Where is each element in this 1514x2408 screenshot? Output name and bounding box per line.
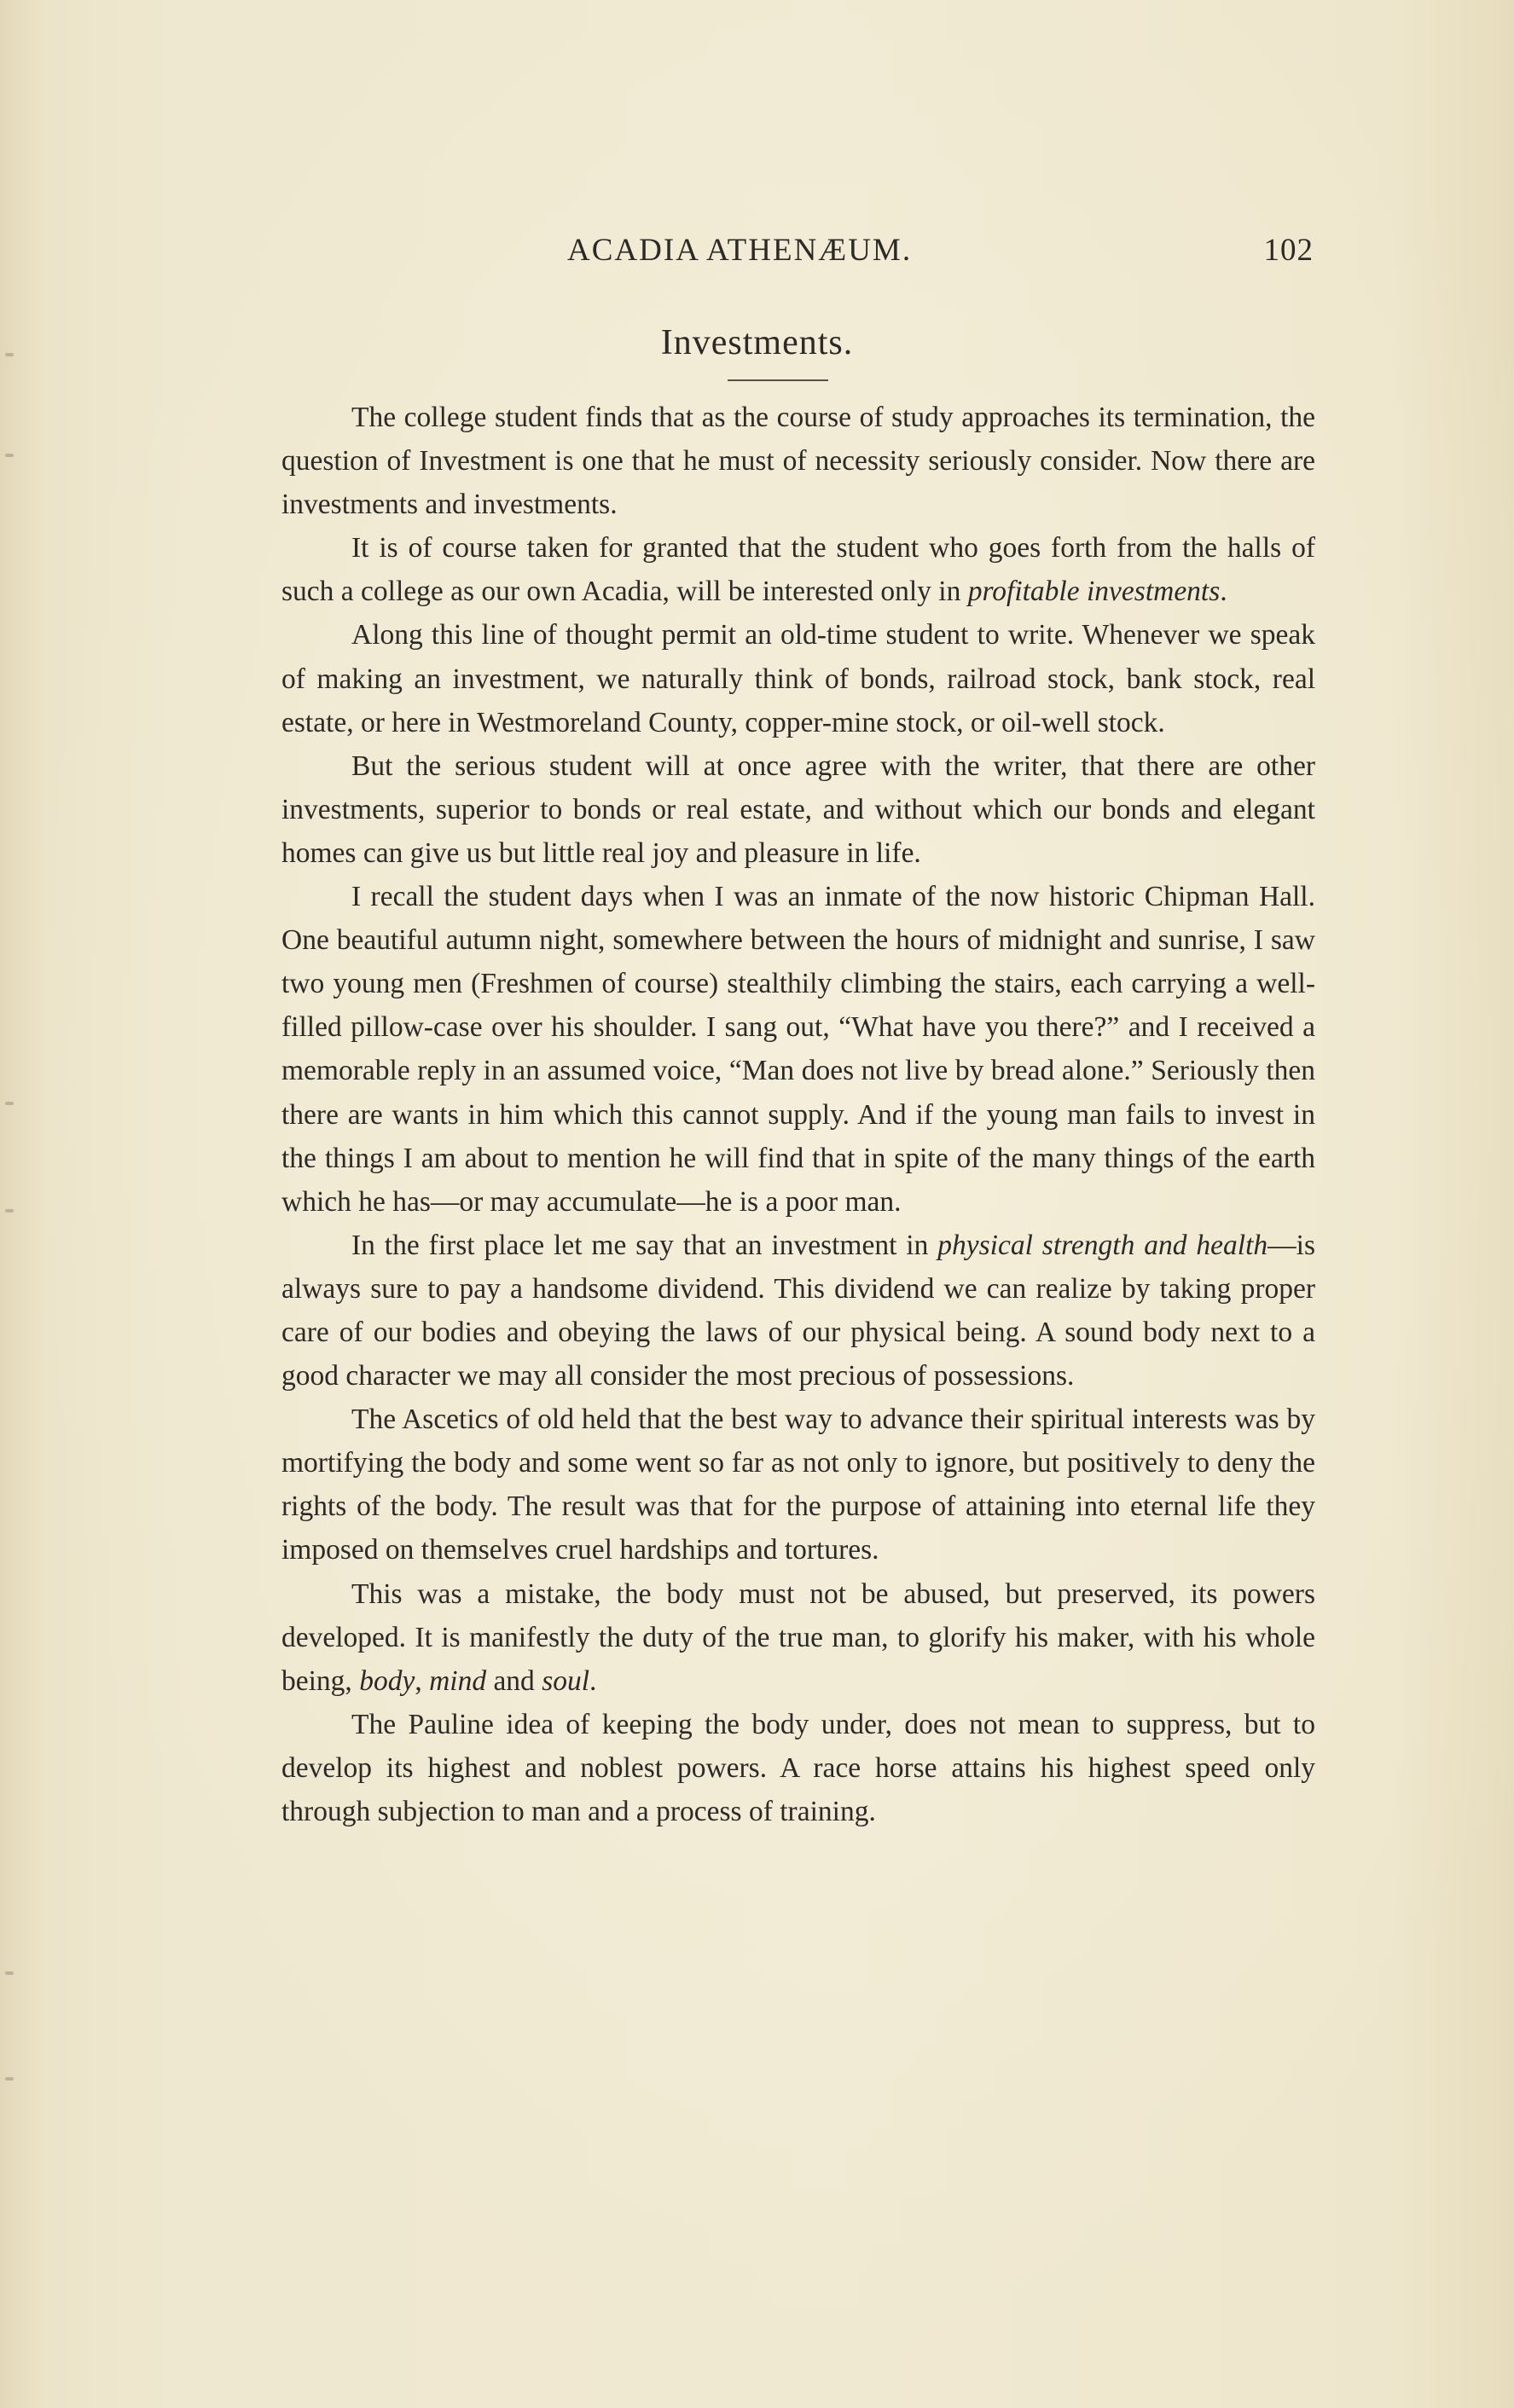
- paragraph: [281, 1703, 1315, 1833]
- article-title: Investments.: [660, 323, 854, 362]
- paragraph: [281, 613, 1315, 744]
- margin-mark: [5, 1102, 14, 1105]
- paragraph: [281, 526, 1315, 613]
- paragraph-text: .: [589, 1664, 597, 1697]
- emphasis-text: profitable investments: [967, 576, 1221, 608]
- paragraph-text: and: [486, 1664, 542, 1697]
- paragraph-text: Along this line of thought permit an old-time student to write. Whenever we speak of making an investment, we naturally think of bonds, railroad stock, bank stock, real estate, or here in Westmoreland County, copper-mine stock, or oil-well stock.: [281, 619, 1315, 738]
- page-number: 102: [1263, 233, 1314, 268]
- emphasis-text: body: [359, 1664, 415, 1697]
- running-head: [281, 232, 1314, 275]
- running-title: ACADIA ATHENÆUM.: [567, 233, 913, 268]
- paragraph-text: But the serious student will at once agree with the writer, that there are other investments, superior to bonds or real estate, and without which our bonds and elegant homes can give us but little real joy and pleasure in life.: [281, 750, 1315, 869]
- paragraph: [281, 744, 1315, 875]
- paragraph-text: This was a mistake, the body must not be abused, but preserved, its powers developed. It is manifestly the duty of the true man, to glorify his maker, with his whole being,: [281, 1577, 1315, 1697]
- paragraph: [281, 396, 1315, 526]
- title-rule: [728, 379, 828, 381]
- paragraph: [281, 1224, 1315, 1398]
- emphasis-text: physical strength and health: [937, 1229, 1268, 1261]
- margin-mark: [5, 454, 14, 457]
- paragraph-text: It is of course taken for granted that the student who goes forth from the halls of such a college as our own Acadia, will be interested only in: [281, 532, 1315, 608]
- article-body: [281, 396, 1315, 1833]
- margin-mark: [5, 2077, 14, 2081]
- margin-mark: [5, 1971, 14, 1975]
- emphasis-text: soul: [542, 1664, 590, 1697]
- paragraph-text: The college student finds that as the course of study approaches its termination, the question of Investment is one that he must of necessity seriously consider. Now there are investments and investments.: [281, 402, 1315, 521]
- paragraph: [281, 1572, 1315, 1703]
- paragraph-text: —is always sure to pay a handsome dividend. This dividend we can realize by taking proper care of our bodies and obeying the laws of our physical being. A sound body next to a good character we may all consider the most precious of possessions.: [281, 1229, 1315, 1392]
- margin-mark: [5, 1209, 14, 1213]
- paragraph-text: .: [1220, 576, 1227, 608]
- paragraph-text: The Pauline idea of keeping the body under, does not mean to suppress, but to develop its highest and noblest powers. A race horse attains his highest speed only through subjection to man and a process of training.: [281, 1708, 1315, 1827]
- paragraph-text: I recall the student days when I was an inmate of the now historic Chipman Hall. One beautiful autumn night, somewhere between the hours of midnight and sunrise, I saw two young men (Freshmen of course) stealthily climbing the stairs, each carrying a well-filled pillow-case over his shoulder. I sang out, “What have you there?” and I received a memorable reply in an assumed voice, “Man does not live by bread alone.” Seriously then there are wants in him which this cannot supply. And if the young man fails to invest in the things I am about to mention he will find that in spite of the many things of the earth which he has—or may accumulate—he is a poor man.: [281, 881, 1315, 1218]
- paragraph: [281, 875, 1315, 1224]
- paragraph: [281, 1398, 1315, 1572]
- paragraph-text: In the first place let me say that an investment in: [351, 1229, 938, 1261]
- paragraph-text: ,: [415, 1664, 430, 1697]
- emphasis-text: mind: [429, 1664, 487, 1697]
- paragraph-text: The Ascetics of old held that the best way to advance their spiritual interests was by mortifying the body and some went so far as not only to ignore, but positively to deny the rights of the body. The result was that for the purpose of attaining into eternal life they imposed on themselves cruel hardships and tortures.: [281, 1404, 1315, 1566]
